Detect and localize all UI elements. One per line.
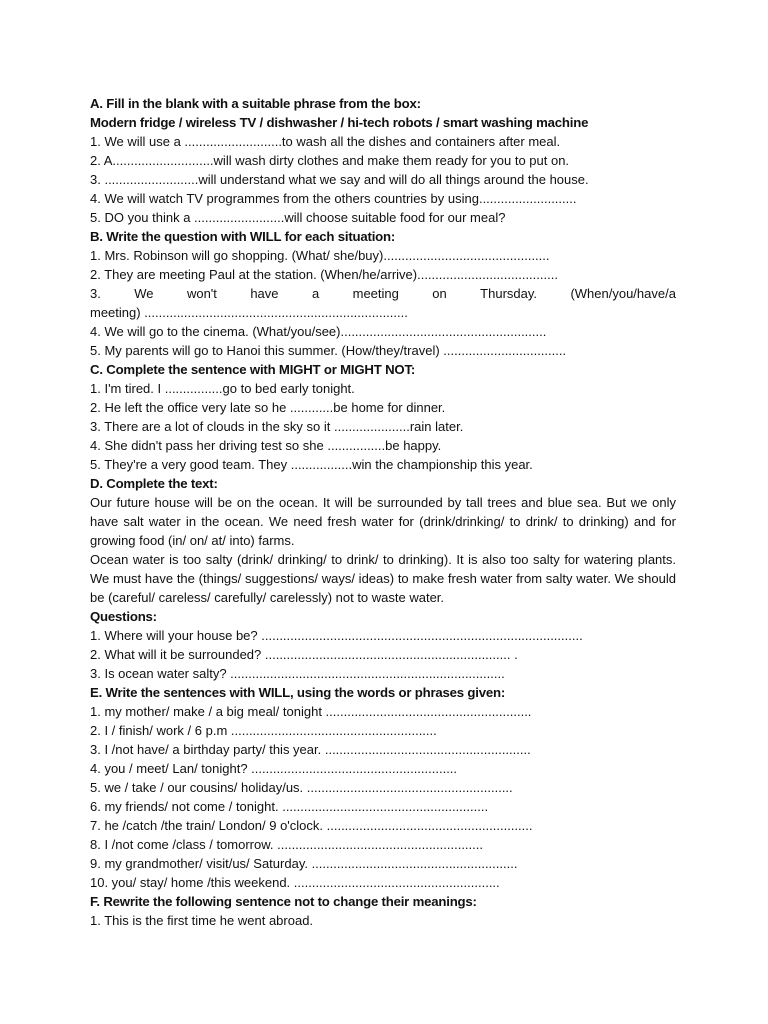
word: We	[134, 286, 154, 301]
section-d-question: 3. Is ocean water salty? ............................................................................	[90, 666, 505, 681]
section-e-item: 8. I /not come /class / tomorrow. .........................................................	[90, 837, 483, 852]
section-b-heading: B. Write the question with WILL for each situation:	[90, 229, 396, 244]
section-c-item: 3. There are a lot of clouds in the sky so it .....................rain later.	[90, 419, 464, 434]
section-a-heading: A. Fill in the blank with a suitable phrase from the box:	[90, 96, 421, 111]
section-e-heading: E. Write the sentences with WILL, using the words or phrases given:	[90, 685, 506, 700]
section-d-paragraph: Our future house will be on the ocean. It will be surrounded by tall trees and blue sea. But we only have salt water in the ocean. We need fresh water for (drink/drinking/ to drink/ to drinking) and for growing food (in/ on/ at/ into) farms.	[90, 495, 676, 548]
section-d-question: 1. Where will your house be? .........................................................................................	[90, 628, 583, 643]
section-a-item: 3. ..........................will understand what we say and will do all things around the house.	[90, 172, 589, 187]
section-e-item: 7. he /catch /the train/ London/ 9 o'clock. .........................................................	[90, 818, 533, 833]
section-b-item: 5. My parents will go to Hanoi this summer. (How/they/travel) ..................................	[90, 343, 567, 358]
word: on	[432, 286, 447, 301]
section-b-item-3	[90, 284, 676, 303]
word: Thursday.	[480, 286, 538, 301]
word: meeting	[352, 286, 399, 301]
section-e-item: 3. I /not have/ a birthday party/ this year. .........................................................	[90, 742, 531, 757]
section-c-item: 4. She didn't pass her driving test so she ................be happy.	[90, 438, 442, 453]
section-e-item: 10. you/ stay/ home /this weekend. .........................................................	[90, 875, 500, 890]
section-d-questions-heading: Questions:	[90, 609, 157, 624]
word: 3.	[90, 286, 101, 301]
section-e-item: 9. my grandmother/ visit/us/ Saturday. .........................................................	[90, 856, 518, 871]
section-a-item: 5. DO you think a .........................will choose suitable food for our meal?	[90, 210, 506, 225]
worksheet	[90, 94, 676, 930]
section-d-heading: D. Complete the text:	[90, 476, 218, 491]
section-b-item: 2. They are meeting Paul at the station. (When/he/arrive).......................................	[90, 267, 558, 282]
section-b-item: 4. We will go to the cinema. (What/you/see).........................................................	[90, 324, 547, 339]
section-c-item: 5. They're a very good team. They .................win the championship this year.	[90, 457, 533, 472]
section-e-item: 4. you / meet/ Lan/ tonight? .........................................................	[90, 761, 458, 776]
section-e-item: 5. we / take / our cousins/ holiday/us. .........................................................	[90, 780, 513, 795]
section-d-question: 2. What will it be surrounded? .................................................................... .	[90, 647, 518, 662]
section-c-item: 2. He left the office very late so he ............be home for dinner.	[90, 400, 446, 415]
section-e-item: 1. my mother/ make / a big meal/ tonight .........................................................	[90, 704, 532, 719]
section-f-heading: F. Rewrite the following sentence not to change their meanings:	[90, 894, 477, 909]
section-f-item: 1. This is the first time he went abroad.	[90, 913, 314, 928]
section-a-item: 2. A............................will wash dirty clothes and make them ready for you to put on.	[90, 153, 570, 168]
section-b-item-3-continued: meeting) .........................................................................	[90, 305, 408, 320]
section-a-word-box: Modern fridge / wireless TV / dishwasher / hi-tech robots / smart washing machine	[90, 115, 589, 130]
word: a	[311, 286, 320, 301]
section-e-item: 6. my friends/ not come / tonight. .........................................................	[90, 799, 489, 814]
section-a-item: 4. We will watch TV programmes from the others countries by using...........................	[90, 191, 577, 206]
section-c-item: 1. I'm tired. I ................go to bed early tonight.	[90, 381, 355, 396]
section-a-item: 1. We will use a ...........................to wash all the dishes and containers after meal.	[90, 134, 561, 149]
section-c-heading: C. Complete the sentence with MIGHT or MIGHT NOT:	[90, 362, 416, 377]
word: have	[250, 286, 279, 301]
section-e-item: 2. I / finish/ work / 6 p.m .........................................................	[90, 723, 437, 738]
word: won't	[186, 286, 217, 301]
section-d-paragraph: Ocean water is too salty (drink/ drinking/ to drink/ to drinking). It is also too salty for watering plants. We must have the (things/ suggestions/ ways/ ideas) to make fresh water from salty water. We should be (careful/ careless/ carefully/ carelessly) not to waste water.	[90, 552, 676, 605]
section-b-item: 1. Mrs. Robinson will go shopping. (What/ she/buy)..............................................	[90, 248, 550, 263]
word: (When/you/have/a	[570, 286, 676, 301]
